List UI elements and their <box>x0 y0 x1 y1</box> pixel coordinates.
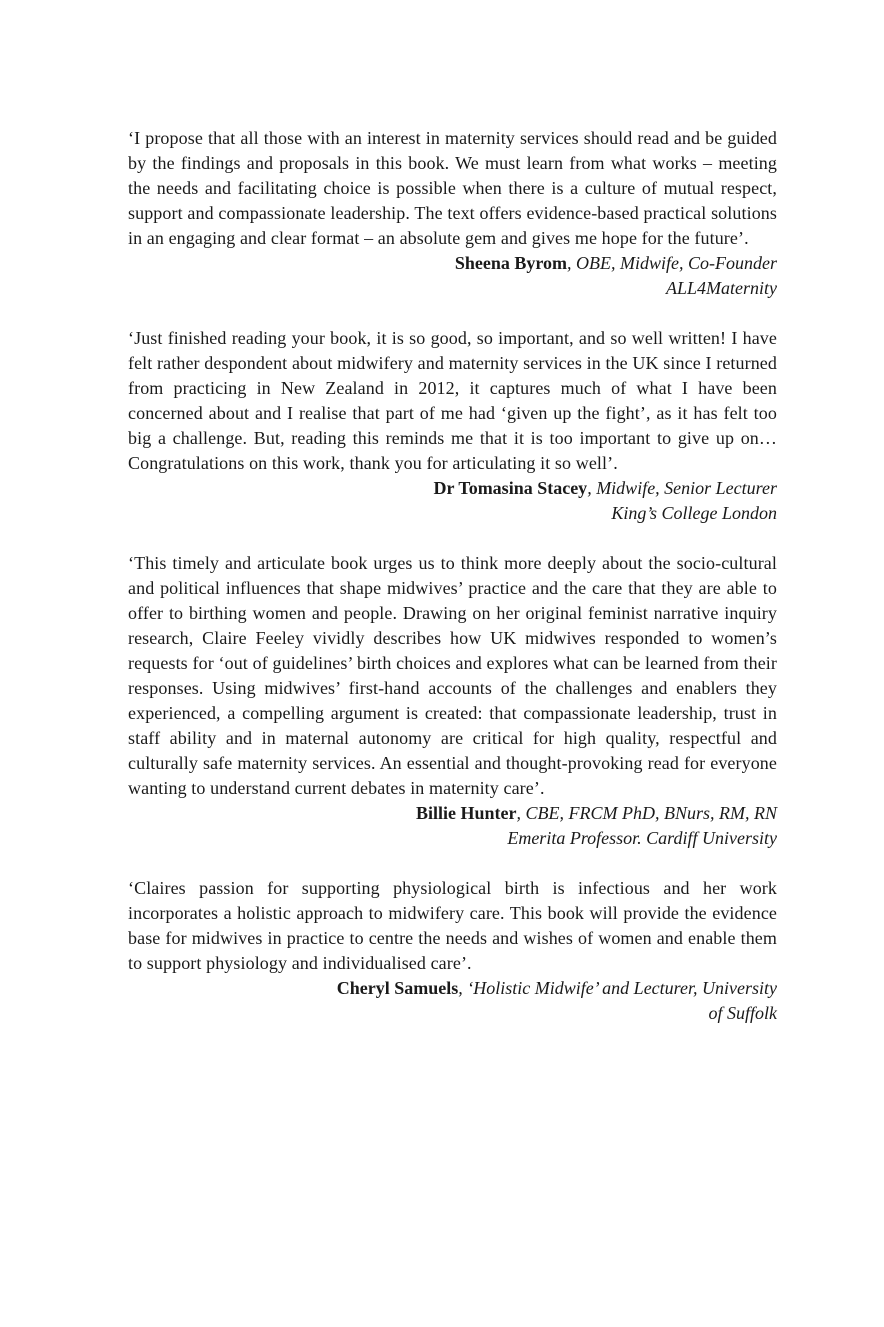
endorser-name: Dr Tomasina Stacey <box>433 478 588 498</box>
endorser-role: , CBE, FRCM PhD, BNurs, RM, RN <box>516 803 777 823</box>
endorser-affiliation: King’s College London <box>611 503 777 523</box>
endorsement-samuels <box>128 876 777 1026</box>
endorsement-quote: ‘Claires passion for supporting physiological birth is infectious and her work incorporates a holistic approach to midwifery care. This book will provide the evidence base for midwives in practice to centre the needs and wishes of women and enable them to support physiology and individualised care’. <box>128 878 777 973</box>
endorser-role: , OBE, Midwife, Co-Founder <box>567 253 777 273</box>
endorsement-stacey <box>128 326 777 526</box>
endorser-affiliation: ALL4Maternity <box>666 278 777 298</box>
endorsement-attribution <box>128 801 777 851</box>
endorsements-page <box>128 126 777 1051</box>
endorser-role: , ‘Holistic Midwife’ and Lecturer, University <box>458 978 777 998</box>
endorser-name: Billie Hunter <box>416 803 517 823</box>
endorser-affiliation: of Suffolk <box>708 1003 777 1023</box>
endorser-role: , Midwife, Senior Lecturer <box>587 478 777 498</box>
endorser-affiliation: Emerita Professor. Cardiff University <box>507 828 777 848</box>
endorsement-quote: ‘I propose that all those with an interest in maternity services should read and be guided by the findings and proposals in this book. We must learn from what works – meeting the needs and facilitating choice is possible when there is a culture of mutual respect, support and compassionate leadership. The text offers evidence-based practical solutions in an engaging and clear format – an absolute gem and gives me hope for the future’. <box>128 128 777 248</box>
endorser-name: Cheryl Samuels <box>336 978 459 998</box>
endorsement-attribution <box>128 976 777 1026</box>
endorsement-quote: ‘This timely and articulate book urges us to think more deeply about the socio-cultural and political influences that shape midwives’ practice and the care that they are able to offer to birthing women and people. Drawing on her original feminist narrative inquiry research, Claire Feeley vividly describes how UK midwives responded to women’s requests for ‘out of guidelines’ birth choices and explores what can be learned from their responses. Using midwives’ first-hand accounts of the challenges and enablers they experienced, a compelling argument is created: that compassionate leadership, trust in staff ability and in maternal autonomy are critical for high quality, respectful and culturally safe maternity services. An essential and thought-provoking read for everyone wanting to understand current debates in maternity care’. <box>128 553 777 798</box>
endorsement-attribution <box>128 476 777 526</box>
endorser-name: Sheena Byrom <box>454 253 568 273</box>
endorsement-byrom <box>128 126 777 301</box>
endorsement-hunter <box>128 551 777 851</box>
endorsement-attribution <box>128 251 777 301</box>
endorsement-quote: ‘Just finished reading your book, it is so good, so important, and so well written! I have felt rather despondent about midwifery and maternity services in the UK since I returned from practicing in New Zealand in 2012, it captures much of what I have been concerned about and I realise that part of me had ‘given up the fight’, as it has felt too big a challenge. But, reading this reminds me that it is too important to give up on… Congratulations on this work, thank you for articulating it so well’. <box>128 328 777 473</box>
